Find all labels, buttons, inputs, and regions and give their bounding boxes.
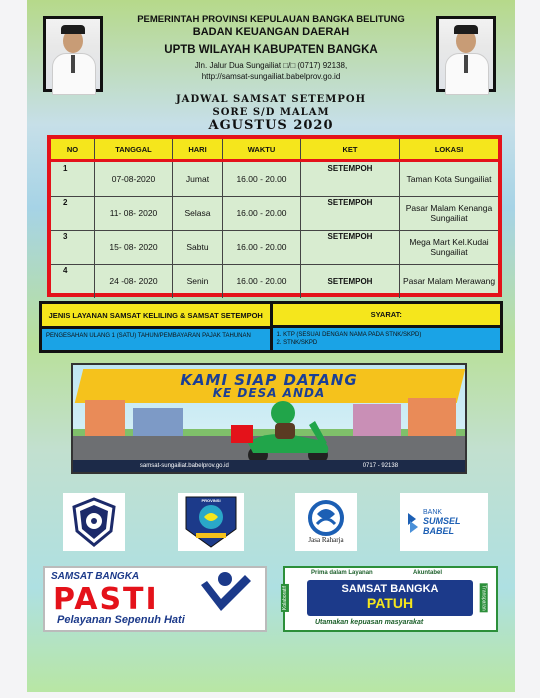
bank-label: BANK — [423, 508, 443, 516]
patuh-main-line2: PATUH — [366, 595, 414, 611]
row-waktu: 16.00 - 20.00 — [223, 162, 301, 196]
requirement-item: 1. KTP (SESUAI DENGAN NAMA PADA STNK/SKPD) — [276, 332, 422, 338]
banner-footer — [73, 460, 465, 472]
police-logo — [63, 493, 125, 551]
requirements-list — [273, 328, 501, 350]
schedule-month: AGUSTUS 2020 — [208, 118, 334, 133]
header-government: PEMERINTAH PROVINSI KEPULAUAN BANGKA BELITUNG — [137, 14, 405, 25]
bank-sumsel-babel-logo — [400, 493, 488, 551]
header-tanggal: TANGGAL — [95, 139, 173, 159]
table-header-row — [51, 139, 498, 162]
patuh-tagline: Utamakan kepuasan masyarakat — [315, 619, 424, 626]
pasti-main: PASTI — [53, 582, 159, 617]
header-waktu: WAKTU — [223, 139, 301, 159]
jasa-raharja-label: Jasa Raharja — [308, 536, 344, 544]
checkmark-person-icon — [195, 571, 255, 621]
schedule-subtitle: SORE S/D MALAM — [212, 107, 330, 118]
row-no: 3 — [51, 230, 95, 264]
row-tanggal: 24 -08- 2020 — [95, 264, 173, 298]
requirements-title: SYARAT: — [273, 304, 501, 325]
patuh-side-right: Transparan — [480, 585, 487, 611]
house-illustration — [133, 408, 183, 436]
house-illustration — [353, 404, 401, 436]
patuh-banner — [307, 580, 473, 616]
row-hari: Jumat — [173, 162, 223, 196]
patuh-top-right: Akuntabel — [413, 570, 443, 576]
services-description: PENGESAHAN ULANG 1 (SATU) TAHUN/PEMBAYARAN PAJAK TAHUNAN — [42, 329, 270, 350]
promo-banner — [71, 363, 467, 474]
row-tanggal: 07-08-2020 — [95, 162, 173, 196]
header-hari: HARI — [173, 139, 223, 159]
row-waktu: 16.00 - 20.00 — [223, 230, 301, 264]
samsat-pasti-logo — [43, 566, 267, 632]
row-lokasi: Pasar Malam Kenanga Sungailiat — [405, 203, 493, 223]
scooter-rider-illustration — [223, 395, 343, 465]
bank-name: SUMSEL BABEL — [423, 515, 461, 536]
patuh-side-left: Kolaboratif — [281, 586, 288, 610]
header-lokasi: LOKASI — [434, 144, 464, 154]
header-website: http://samsat-sungailiat.babelprov.go.id — [201, 72, 341, 81]
row-no: 4 — [51, 264, 95, 298]
row-tanggal: 15- 08- 2020 — [95, 230, 173, 264]
row-waktu: 16.00 - 20.00 — [223, 196, 301, 230]
row-lokasi: Pasar Malam Merawang — [402, 276, 496, 286]
table-row — [51, 162, 498, 197]
services-title: JENIS LAYANAN SAMSAT KELILING & SAMSAT SETEMPOH — [42, 304, 270, 326]
house-illustration — [408, 398, 456, 436]
province-logo — [178, 493, 244, 551]
samsat-patuh-logo — [283, 566, 498, 632]
header-agency: BADAN KEUANGAN DAERAH — [192, 26, 350, 38]
banner-phone: 0717 - 92138 — [362, 463, 399, 469]
header-unit: UPTB WILAYAH KABUPATEN BANGKA — [164, 44, 378, 56]
house-illustration — [85, 400, 125, 436]
poster — [27, 0, 515, 692]
row-hari: Sabtu — [173, 230, 223, 264]
row-ket: SETEMPOH — [301, 162, 400, 196]
row-no: 2 — [51, 196, 95, 230]
services-left — [42, 304, 270, 350]
banner-subheadline: KE DESA ANDA — [212, 386, 326, 400]
header-no: NO — [51, 139, 95, 159]
banner-headline: KAMI SIAP DATANG — [180, 371, 358, 389]
table-row — [51, 264, 498, 298]
table-row — [51, 230, 498, 265]
header-ket: KET — [301, 139, 400, 159]
header-address: Jln. Jalur Dua Sungailiat □/□ (0717) 92138, — [194, 61, 348, 70]
row-lokasi: Taman Kota Sungailiat — [406, 174, 492, 184]
row-hari: Senin — [173, 264, 223, 298]
table-row — [51, 196, 498, 231]
requirements-column — [273, 304, 501, 350]
row-hari: Selasa — [173, 196, 223, 230]
pasti-top-label: SAMSAT BANGKA — [51, 571, 140, 582]
patuh-main-line1: SAMSAT BANGKA — [341, 583, 439, 595]
row-no: 1 — [51, 162, 95, 196]
province-logo-label: PROVINSI — [201, 498, 221, 503]
schedule-title: JADWAL SAMSAT SETEMPOH — [175, 94, 367, 105]
pasti-tagline: Pelayanan Sepenuh Hati — [57, 614, 185, 626]
schedule-table — [47, 135, 502, 297]
row-ket: SETEMPOH — [301, 264, 400, 298]
requirement-item: 2. STNK/SKPD — [276, 340, 318, 346]
patuh-top-left: Prima dalam Layanan — [311, 570, 373, 576]
services-box — [39, 301, 503, 353]
row-waktu: 16.00 - 20.00 — [223, 264, 301, 298]
banner-website: samsat-sungailiat.babelprov.go.id — [139, 463, 229, 469]
row-ket: SETEMPOH — [301, 196, 400, 230]
row-lokasi: Mega Mart Kel.Kudai Sungailiat — [409, 237, 489, 257]
jasa-raharja-logo — [295, 493, 357, 551]
row-tanggal: 11- 08- 2020 — [95, 196, 173, 230]
row-ket: SETEMPOH — [301, 230, 400, 264]
